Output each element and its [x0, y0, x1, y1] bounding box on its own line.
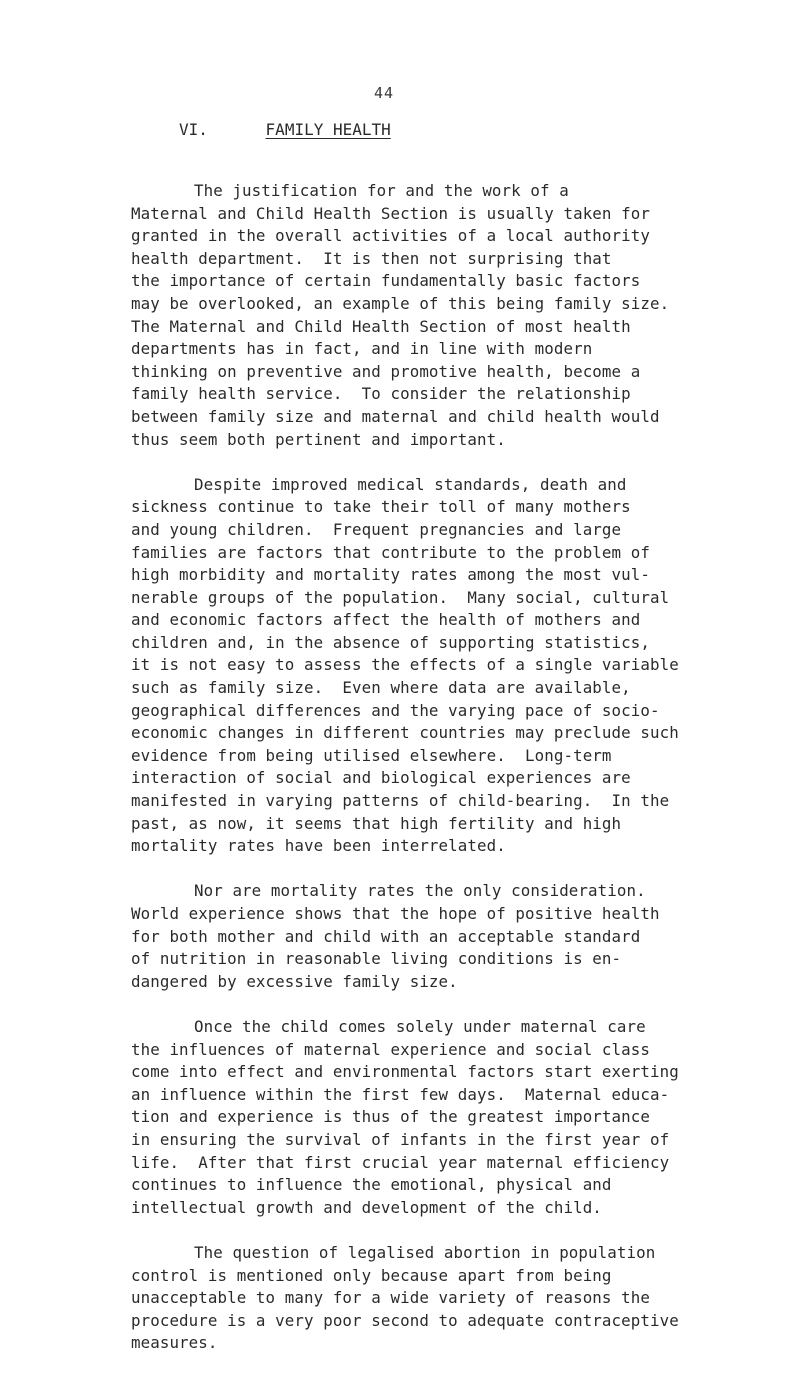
text-line: such as family size. Even where data are available,: [131, 678, 631, 698]
text-line: The justification for and the work of a: [194, 181, 569, 200]
section-number: VI.: [179, 120, 208, 139]
text-line: geographical differences and the varying pace of socio-: [131, 700, 660, 720]
text-line: the influences of maternal experience and social class: [131, 1039, 650, 1059]
body-text: [131, 180, 731, 1377]
text-line: granted in the overall activities of a local authority: [131, 226, 650, 246]
text-line: it is not easy to assess the effects of a single variable: [131, 655, 679, 675]
section-heading: [179, 120, 391, 139]
text-line: children and, in the absence of supporting statistics,: [131, 632, 650, 652]
text-line: in ensuring the survival of infants in the first year of: [131, 1129, 670, 1149]
text-line: families are factors that contribute to the problem of: [131, 542, 650, 562]
text-line: dangered by excessive family size.: [131, 971, 458, 991]
text-line: high morbidity and mortality rates among the most vul-: [131, 565, 650, 585]
text-line: procedure is a very poor second to adequate contraceptive: [131, 1310, 679, 1330]
paragraph: [131, 474, 731, 858]
text-line: between family size and maternal and child health would: [131, 406, 660, 426]
text-line: sickness continue to take their toll of many mothers: [131, 497, 631, 517]
paragraph: [131, 1242, 731, 1355]
text-line: Despite improved medical standards, death and: [194, 474, 627, 494]
paragraph: [131, 880, 731, 993]
text-line: health department. It is then not surprising that: [131, 248, 612, 268]
text-line: continues to influence the emotional, physical and: [131, 1175, 612, 1195]
text-line: economic changes in different countries may preclude such: [131, 723, 679, 743]
text-line: thus seem both pertinent and important.: [131, 429, 506, 449]
text-line: unacceptable to many for a wide variety of reasons the: [131, 1288, 650, 1308]
text-line: an influence within the first few days. Maternal educa-: [131, 1084, 670, 1104]
text-line: of nutrition in reasonable living conditions is en-: [131, 949, 622, 969]
text-line: Maternal and Child Health Section is usually taken for: [131, 203, 650, 223]
text-line: control is mentioned only because apart from being: [131, 1265, 612, 1285]
text-line: interaction of social and biological experiences are: [131, 768, 631, 788]
text-line: Once the child comes solely under maternal care: [194, 1016, 646, 1036]
text-line: life. After that first crucial year maternal efficiency: [131, 1152, 670, 1172]
text-line: and economic factors affect the health of mothers and: [131, 610, 641, 630]
text-line: tion and experience is thus of the greatest importance: [131, 1107, 650, 1127]
text-line: departments has in fact, and in line with modern: [131, 339, 593, 359]
text-line: and young children. Frequent pregnancies and large: [131, 519, 622, 539]
text-line: family health service. To consider the relationship: [131, 384, 631, 404]
text-line: the importance of certain fundamentally basic factors: [131, 271, 641, 291]
text-line: manifested in varying patterns of child-bearing. In the: [131, 791, 670, 811]
text-line: past, as now, it seems that high fertility and high: [131, 813, 622, 833]
paragraph: [131, 1016, 731, 1219]
text-line: nerable groups of the population. Many social, cultural: [131, 587, 670, 607]
text-line: thinking on preventive and promotive health, become a: [131, 361, 641, 381]
text-line: mortality rates have been interrelated.: [131, 836, 506, 856]
text-line: come into effect and environmental factors start exerting: [131, 1062, 679, 1082]
page-number: 44: [374, 84, 395, 102]
text-line: evidence from being utilised elsewhere. Long-term: [131, 745, 612, 765]
text-line: for both mother and child with an acceptable standard: [131, 926, 641, 946]
section-title: FAMILY HEALTH: [265, 120, 391, 139]
text-line: Nor are mortality rates the only consideration.: [194, 881, 646, 901]
paragraph: [131, 180, 731, 451]
text-line: The question of legalised abortion in population: [194, 1242, 656, 1262]
text-line: may be overlooked, an example of this being family size.: [131, 293, 670, 313]
text-line: measures.: [131, 1333, 218, 1353]
text-line: World experience shows that the hope of positive health: [131, 904, 660, 923]
text-line: The Maternal and Child Health Section of most health: [131, 316, 631, 336]
text-line: intellectual growth and development of the child.: [131, 1197, 602, 1217]
